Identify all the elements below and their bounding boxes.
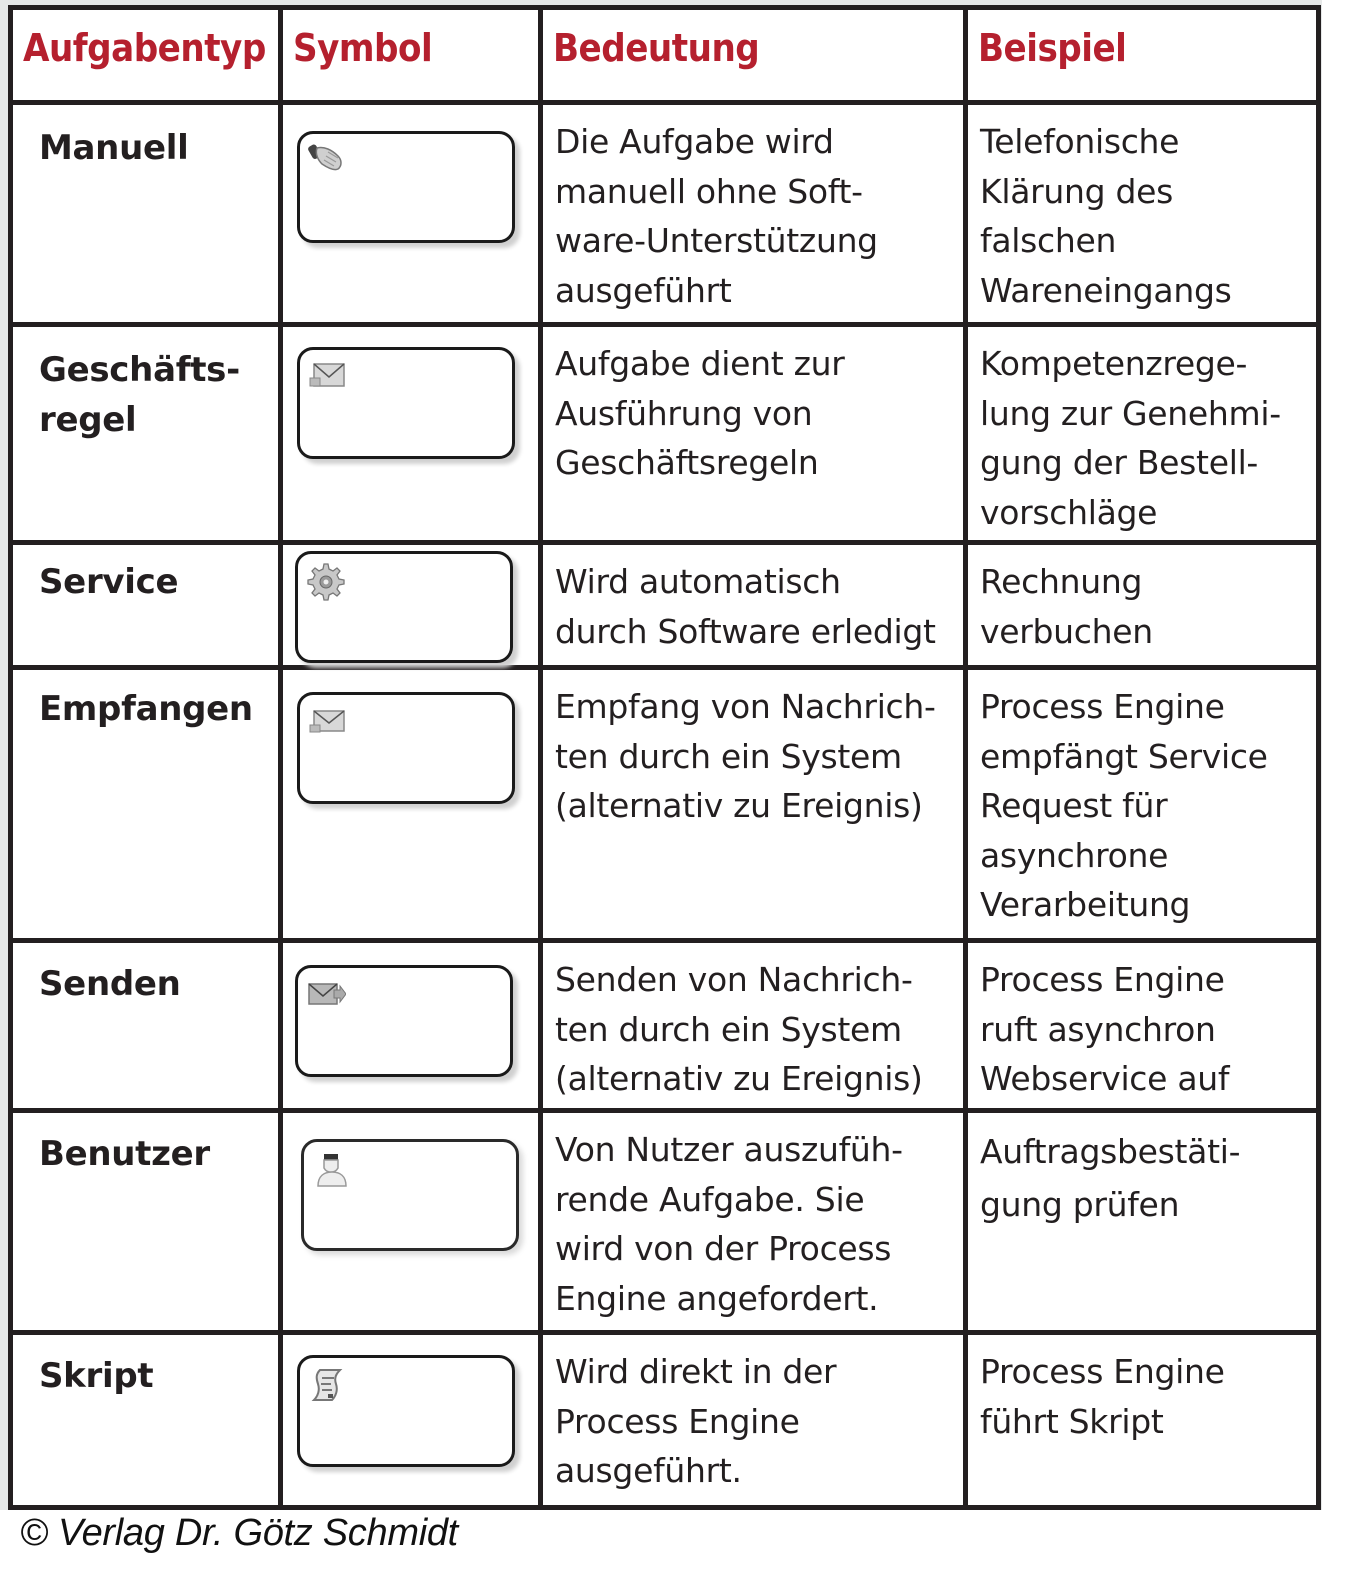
- meaning-line: Aufgabe dient zur: [555, 344, 845, 383]
- table-row: [11, 1333, 1319, 1508]
- example-line: Rechnung: [980, 562, 1143, 601]
- receive-envelope-icon: [308, 703, 348, 743]
- meaning-line: rende Aufgabe. Sie: [555, 1179, 865, 1219]
- example-line: lung zur Genehmi-: [980, 393, 1281, 433]
- meaning-line: manuell ohne Soft-: [555, 171, 863, 211]
- task-type-label: Service: [39, 562, 179, 602]
- example-line: Request für: [980, 786, 1168, 825]
- meaning-line: Wird automatisch: [555, 562, 841, 601]
- example-line: asynchrone: [980, 835, 1169, 875]
- meaning-line: Geschäftsregeln: [555, 443, 819, 482]
- example-line: ruft asynchron: [980, 1009, 1216, 1049]
- meaning-line: durch Software erledigt: [555, 611, 936, 651]
- meaning-line: Process Engine: [555, 1401, 800, 1441]
- task-symbol-box: [295, 551, 513, 663]
- example-line: verbuchen: [980, 611, 1153, 651]
- send-envelope-icon: [306, 976, 346, 1016]
- table-row: [11, 325, 1319, 543]
- example-line: gung prüfen: [980, 1185, 1180, 1224]
- user-icon: [312, 1150, 352, 1190]
- table-row: [11, 668, 1319, 941]
- example-line: falschen: [980, 221, 1117, 260]
- example-line: Verarbeitung: [980, 885, 1191, 924]
- meaning-line: Senden von Nachrich-: [555, 960, 913, 999]
- meaning-line: ware-Unterstützung: [555, 221, 878, 260]
- meaning-line: ausgeführt.: [555, 1451, 742, 1490]
- table-row: [11, 1111, 1319, 1333]
- task-type-label: Geschäfts-: [39, 350, 240, 390]
- table-row: [11, 941, 1319, 1111]
- meaning-line: (alternativ zu Ereignis): [555, 1059, 923, 1098]
- script-icon: [308, 1366, 348, 1406]
- task-type-label: Manuell: [39, 128, 189, 168]
- meaning-line: Die Aufgabe wird: [555, 122, 834, 161]
- gear-icon: [306, 562, 346, 602]
- task-symbol-box: [301, 1139, 519, 1251]
- example-line: Process Engine: [980, 960, 1225, 999]
- hand-icon: [308, 142, 348, 182]
- example-line: vorschläge: [980, 492, 1158, 532]
- task-symbol-box: [297, 1355, 515, 1467]
- example-line: Wareneingangs: [980, 270, 1232, 310]
- table-row: [11, 543, 1319, 668]
- meaning-line: Empfang von Nachrich-: [555, 687, 936, 726]
- example-line: Auftragsbestäti-: [980, 1132, 1241, 1171]
- meaning-line: Engine angefordert.: [555, 1278, 879, 1318]
- task-symbol-box: [297, 131, 515, 243]
- header-beispiel: Beispiel: [978, 26, 1127, 70]
- meaning-line: ten durch ein System: [555, 1009, 902, 1049]
- example-line: Webservice auf: [980, 1059, 1230, 1098]
- header-aufgabentyp: Aufgabentyp: [23, 26, 266, 70]
- example-line: Process Engine: [980, 1352, 1225, 1391]
- task-types-table: [8, 5, 1321, 1510]
- example-line: Telefonische: [980, 122, 1180, 161]
- example-line: führt Skript: [980, 1401, 1164, 1441]
- copyright-caption: © Verlag Dr. Götz Schmidt: [20, 1512, 458, 1554]
- header-symbol: Symbol: [293, 26, 433, 70]
- table-row: [11, 103, 1319, 325]
- task-type-label: Empfangen: [39, 689, 253, 729]
- task-type-label: Senden: [39, 964, 181, 1004]
- meaning-line: (alternativ zu Ereignis): [555, 786, 923, 825]
- meaning-line: wird von der Process: [555, 1229, 892, 1268]
- task-type-label: regel: [39, 400, 137, 440]
- meaning-line: Wird direkt in der: [555, 1352, 837, 1391]
- example-line: empfängt Service: [980, 736, 1268, 776]
- meaning-line: Ausführung von: [555, 393, 813, 433]
- task-type-label: Skript: [39, 1356, 154, 1396]
- header-row: [11, 8, 1319, 103]
- header-bedeutung: Bedeutung: [553, 26, 760, 70]
- business-rule-envelope-icon: [308, 358, 348, 398]
- meaning-line: ausgeführt: [555, 270, 732, 310]
- meaning-line: ten durch ein System: [555, 736, 902, 776]
- task-symbol-box: [297, 347, 515, 459]
- task-symbol-box: [297, 692, 515, 804]
- meaning-line: Von Nutzer auszufüh-: [555, 1130, 903, 1169]
- example-line: gung der Bestell-: [980, 443, 1259, 482]
- example-line: Kompetenzrege-: [980, 344, 1248, 383]
- task-symbol-box: [295, 965, 513, 1077]
- example-line: Klärung des: [980, 171, 1174, 211]
- task-type-label: Benutzer: [39, 1134, 210, 1174]
- example-line: Process Engine: [980, 687, 1225, 726]
